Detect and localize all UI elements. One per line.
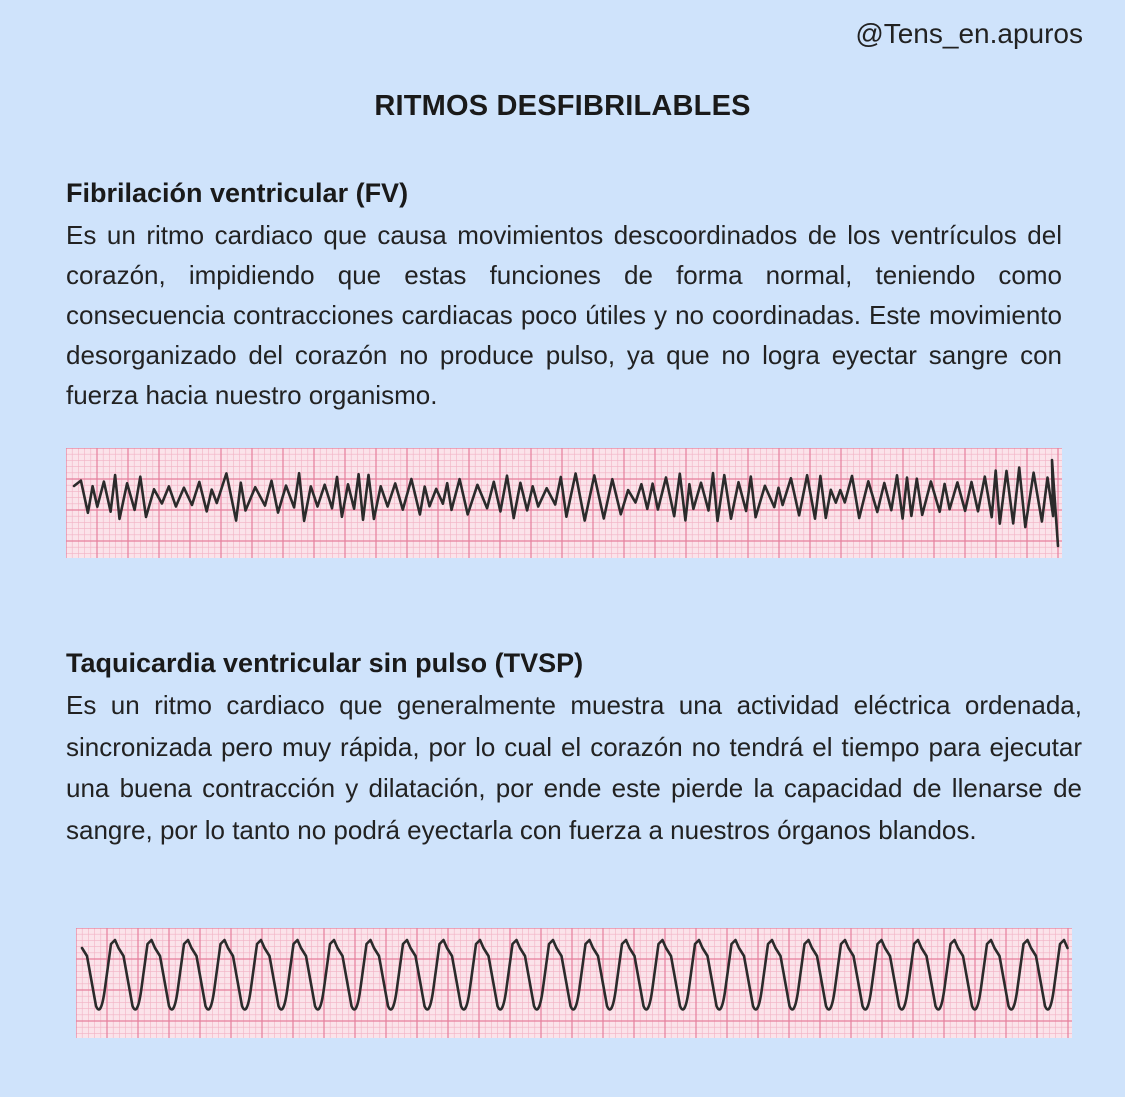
section-tvsp xyxy=(66,648,1082,851)
section-body-fv: Es un ritmo cardiaco que causa movimientos descoordinados de los ventrículos del corazón, impidiendo que estas funciones de forma normal, teniendo como consecuencia contracciones cardiacas poco útiles y no coordinadas. Este movimiento desorganizado del corazón no produce pulso, ya que no logra eyectar sangre con fuerza hacia nuestro organismo. xyxy=(66,220,1062,410)
page-title: RITMOS DESFIBRILABLES xyxy=(374,90,751,122)
ecg-strip-tvsp xyxy=(76,928,1072,1038)
ecg-strip-fv xyxy=(66,448,1062,558)
section-heading-tvsp: Taquicardia ventricular sin pulso (TVSP) xyxy=(66,648,584,678)
section-fv xyxy=(66,178,1062,415)
author-handle: @Tens_en.apuros xyxy=(855,18,1083,49)
section-body-tvsp: Es un ritmo cardiaco que generalmente muestra una actividad eléctrica ordenada, sincronizada pero muy rápida, por lo cual el corazón no tendrá el tiempo para ejecutar una buena contracción y dilatación, por ende este pierde la capacidad de llenarse de sangre, por lo tanto no podrá eyectarla con fuerza a nuestros órganos blandos. xyxy=(66,690,1082,845)
section-heading-fv: Fibrilación ventricular (FV) xyxy=(66,178,409,208)
